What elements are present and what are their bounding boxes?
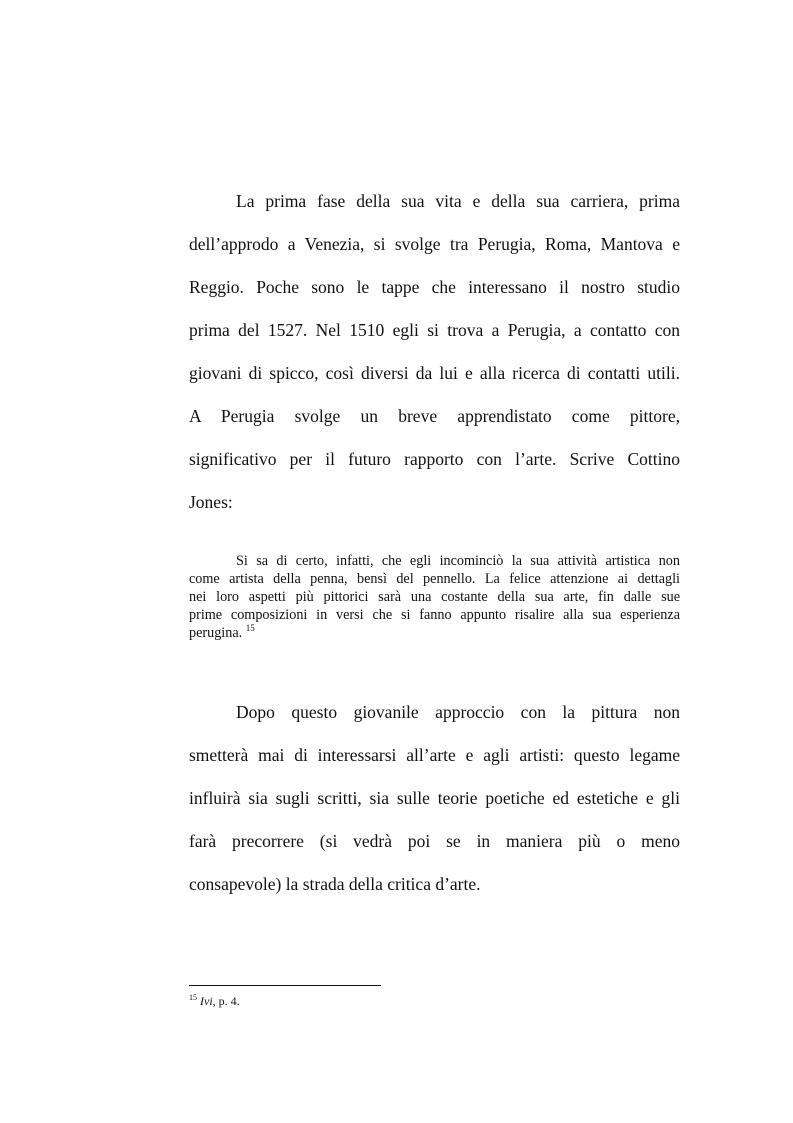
paragraph-1-line-5: giovani di spicco, così diversi da lui e alla ricerca di contatti utili.: [189, 363, 680, 383]
footnote-number: 15: [189, 993, 197, 1002]
paragraph-1-line-6: A Perugia svolge un breve apprendistato come pittore,: [189, 406, 680, 426]
quote-line-5-text: perugina.: [189, 625, 243, 641]
quote-line-1: Si sa di certo, infatti, che egli incominciò la sua attività artistica non: [236, 553, 680, 569]
footnote-source: Ivi: [200, 994, 213, 1008]
paragraph-2-line-5: consapevole) la strada della critica d’arte.: [189, 874, 481, 894]
paragraph-2-line-3: influirà sia sugli scritti, sia sulle teorie poetiche ed estetiche e gli: [189, 788, 680, 808]
paragraph-1-line-7: significativo per il futuro rapporto con l’arte. Scrive Cottino: [189, 449, 680, 469]
quote-line-4: prime composizioni in versi che si fanno appunto risalire alla sua esperienza: [189, 607, 680, 623]
paragraph-2-line-2: smetterà mai di interessarsi all’arte e agli artisti: questo legame: [189, 745, 680, 765]
paragraph-1-line-3: Reggio. Poche sono le tappe che interessano il nostro studio: [189, 277, 680, 297]
quote-line-5: [189, 624, 680, 642]
paragraph-1-line-4: prima del 1527. Nel 1510 egli si trova a Perugia, a contatto con: [189, 320, 680, 340]
paragraph-2-line-1: Dopo questo giovanile approccio con la pittura non: [236, 702, 680, 722]
footnote-reference[interactable]: 15: [245, 623, 255, 633]
footnote-rest: , p. 4.: [212, 994, 240, 1008]
paragraph-1-line-8: Jones:: [189, 492, 233, 512]
quote-line-3: nei loro aspetti più pittorici sarà una costante della sua arte, fin dalle sue: [189, 589, 680, 605]
paragraph-1-line-2: dell’approdo a Venezia, si svolge tra Perugia, Roma, Mantova e: [189, 234, 680, 254]
footnote-divider: [189, 985, 381, 986]
quote-line-2: come artista della penna, bensì del pennello. La felice attenzione ai dettagli: [189, 571, 680, 587]
footnote: [189, 993, 240, 1009]
paragraph-1-line-1: La prima fase della sua vita e della sua carriera, prima: [236, 191, 680, 211]
paragraph-2-line-4: farà precorrere (si vedrà poi se in maniera più o meno: [189, 831, 680, 851]
